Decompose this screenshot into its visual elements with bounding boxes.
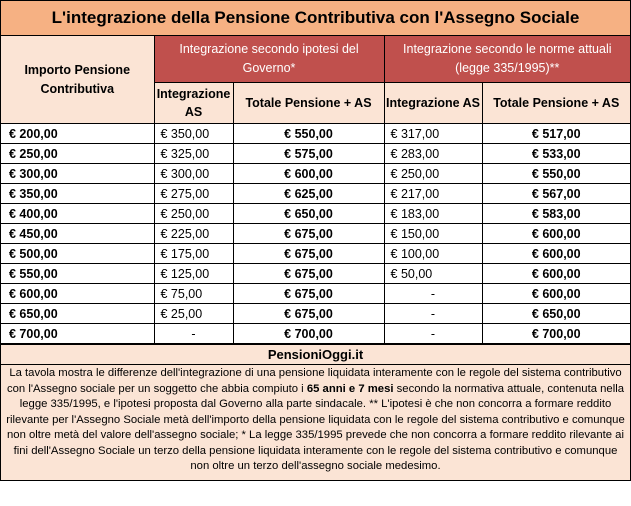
footnote <box>1 364 630 480</box>
table-row <box>1 124 630 144</box>
cell-gov-integrazione: € 325,00 <box>154 144 233 164</box>
table-row <box>1 264 630 284</box>
table-row <box>1 244 630 264</box>
cell-law-totale: € 600,00 <box>482 224 630 244</box>
header-law-totale: Totale Pensione + AS <box>482 83 630 124</box>
cell-law-totale: € 517,00 <box>482 124 630 144</box>
cell-gov-totale: € 675,00 <box>233 264 384 284</box>
cell-law-totale: € 650,00 <box>482 304 630 324</box>
cell-law-totale: € 583,00 <box>482 204 630 224</box>
cell-law-integrazione: - <box>384 324 482 344</box>
header-gov-totale: Totale Pensione + AS <box>233 83 384 124</box>
cell-law-integrazione: € 283,00 <box>384 144 482 164</box>
table-row <box>1 304 630 324</box>
table-row <box>1 224 630 244</box>
cell-law-integrazione: € 50,00 <box>384 264 482 284</box>
table-title: L'integrazione della Pensione Contributiva con l'Assegno Sociale <box>1 1 630 36</box>
table-row <box>1 324 630 344</box>
cell-gov-totale: € 675,00 <box>233 224 384 244</box>
cell-law-totale: € 600,00 <box>482 244 630 264</box>
cell-gov-totale: € 675,00 <box>233 284 384 304</box>
header-group-norme-attuali: Integrazione secondo le norme attuali (legge 335/1995)** <box>384 36 630 83</box>
cell-gov-totale: € 600,00 <box>233 164 384 184</box>
cell-importo: € 450,00 <box>1 224 154 244</box>
cell-gov-integrazione: € 75,00 <box>154 284 233 304</box>
cell-gov-integrazione: € 275,00 <box>154 184 233 204</box>
cell-importo: € 550,00 <box>1 264 154 284</box>
cell-importo: € 350,00 <box>1 184 154 204</box>
table-row <box>1 164 630 184</box>
footnote-bold: 65 anni e 7 mesi <box>306 382 394 395</box>
table-row <box>1 284 630 304</box>
cell-law-integrazione: - <box>384 284 482 304</box>
cell-gov-integrazione: € 125,00 <box>154 264 233 284</box>
header-law-integrazione: Integrazione AS <box>384 83 482 124</box>
header-importo: Importo Pensione Contributiva <box>1 36 154 124</box>
cell-gov-totale: € 675,00 <box>233 244 384 264</box>
cell-law-totale: € 550,00 <box>482 164 630 184</box>
cell-law-integrazione: € 250,00 <box>384 164 482 184</box>
cell-law-integrazione: € 100,00 <box>384 244 482 264</box>
header-gov-integrazione: Integrazione AS <box>154 83 233 124</box>
cell-gov-integrazione: € 175,00 <box>154 244 233 264</box>
cell-law-totale: € 533,00 <box>482 144 630 164</box>
cell-gov-totale: € 575,00 <box>233 144 384 164</box>
cell-law-integrazione: € 150,00 <box>384 224 482 244</box>
cell-law-integrazione: € 317,00 <box>384 124 482 144</box>
cell-gov-totale: € 700,00 <box>233 324 384 344</box>
cell-gov-totale: € 650,00 <box>233 204 384 224</box>
cell-gov-integrazione: € 25,00 <box>154 304 233 324</box>
brand-label: PensioniOggi.it <box>1 344 630 364</box>
cell-law-integrazione: - <box>384 304 482 324</box>
footnote-part-2: secondo la normativa attuale, contenuta nella legge 335/1995, e l'ipotesi proposta dal Governo alla parte sindacale. ** L'ipotesi è che non concorra a formare reddito rilevante per l'Assegno Sociale metà dell'importo della pensione liquidata con le regole del sistema contributivo e comunque non oltre metà del valore dell'assegno sociale; * La legge 335/1995 prevede che non concorra a formare reddito rilevante ai fini dell'Assegno Sociale un terzo della pensione liquidata interamente con le regole del sistema contributivo e comunque non oltre un terzo dell'assegno sociale medesimo. <box>6 382 625 472</box>
cell-law-totale: € 600,00 <box>482 284 630 304</box>
cell-importo: € 500,00 <box>1 244 154 264</box>
table-row <box>1 204 630 224</box>
cell-law-totale: € 600,00 <box>482 264 630 284</box>
table-body <box>1 124 630 344</box>
cell-gov-integrazione: € 350,00 <box>154 124 233 144</box>
cell-law-totale: € 567,00 <box>482 184 630 204</box>
footnote-part-1: La tavola mostra le differenze dell'integrazione di una pensione liquidata interamente con le regole del sistema contributivo con l'Assegno sociale per un soggetto che abbia compiuto i <box>7 367 622 395</box>
table-row <box>1 184 630 204</box>
cell-law-integrazione: € 183,00 <box>384 204 482 224</box>
cell-gov-totale: € 675,00 <box>233 304 384 324</box>
cell-importo: € 250,00 <box>1 144 154 164</box>
cell-gov-totale: € 625,00 <box>233 184 384 204</box>
header-group-governo: Integrazione secondo ipotesi del Governo* <box>154 36 384 83</box>
cell-gov-integrazione: € 250,00 <box>154 204 233 224</box>
cell-importo: € 700,00 <box>1 324 154 344</box>
cell-law-totale: € 700,00 <box>482 324 630 344</box>
cell-importo: € 300,00 <box>1 164 154 184</box>
cell-gov-totale: € 550,00 <box>233 124 384 144</box>
pension-table <box>1 36 630 344</box>
cell-importo: € 400,00 <box>1 204 154 224</box>
table-row <box>1 144 630 164</box>
cell-importo: € 200,00 <box>1 124 154 144</box>
cell-gov-integrazione: € 225,00 <box>154 224 233 244</box>
cell-gov-integrazione: € 300,00 <box>154 164 233 184</box>
cell-law-integrazione: € 217,00 <box>384 184 482 204</box>
cell-importo: € 600,00 <box>1 284 154 304</box>
cell-importo: € 650,00 <box>1 304 154 324</box>
cell-gov-integrazione: - <box>154 324 233 344</box>
